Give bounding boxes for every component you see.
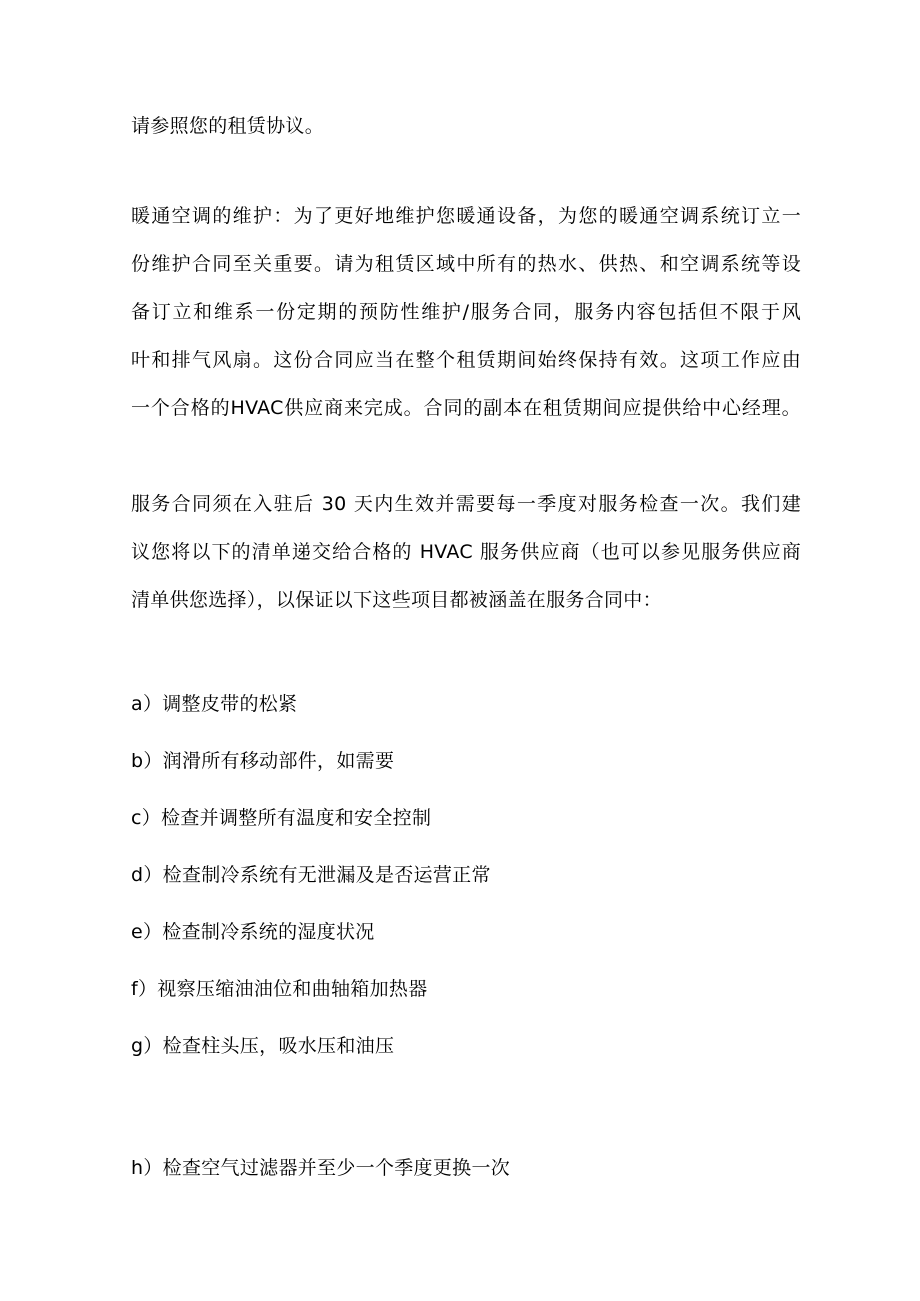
paragraph-line: 叶和排气风扇。这份合同应当在整个租赁期间始终保持有效。这项工作应由	[131, 349, 801, 371]
list-item: d）检查制冷系统有无泄漏及是否运营正常	[131, 864, 491, 886]
list-item: a）调整皮带的松紧	[131, 693, 298, 715]
paragraph-line: 份维护合同至关重要。请为租赁区域中所有的热水、供热、和空调系统等设	[131, 253, 801, 275]
paragraph-line: 清单供您选择），以保证以下这些项目都被涵盖在服务合同中：	[131, 589, 662, 611]
paragraph-line: 暖通空调的维护：为了更好地维护您暖通设备，为您的暖通空调系统订立一	[131, 205, 801, 227]
paragraph-line: 一个合格的HVAC供应商来完成。合同的副本在租赁期间应提供给中心经理。	[131, 397, 801, 419]
list-item: e）检查制冷系统的湿度状况	[131, 921, 375, 943]
list-item: g）检查柱头压，吸水压和油压	[131, 1035, 395, 1057]
paragraph-line: 备订立和维系一份定期的预防性维护/服务合同，服务内容包括但不限于风	[131, 301, 801, 323]
paragraph-line: 议您将以下的清单递交给合格的 HVAC 服务供应商（也可以参见服务供应商	[131, 541, 801, 563]
paragraph-line: 服务合同须在入驻后 30 天内生效并需要每一季度对服务检查一次。我们建	[131, 493, 801, 515]
list-item: b）润滑所有移动部件，如需要	[131, 750, 395, 772]
intro-text: 请参照您的租赁协议。	[131, 115, 325, 137]
list-item: h）检查空气过滤器并至少一个季度更换一次	[131, 1157, 511, 1179]
list-item: c）检查并调整所有温度和安全控制	[131, 807, 432, 829]
list-item: f）视察压缩油油位和曲轴箱加热器	[131, 978, 428, 1000]
